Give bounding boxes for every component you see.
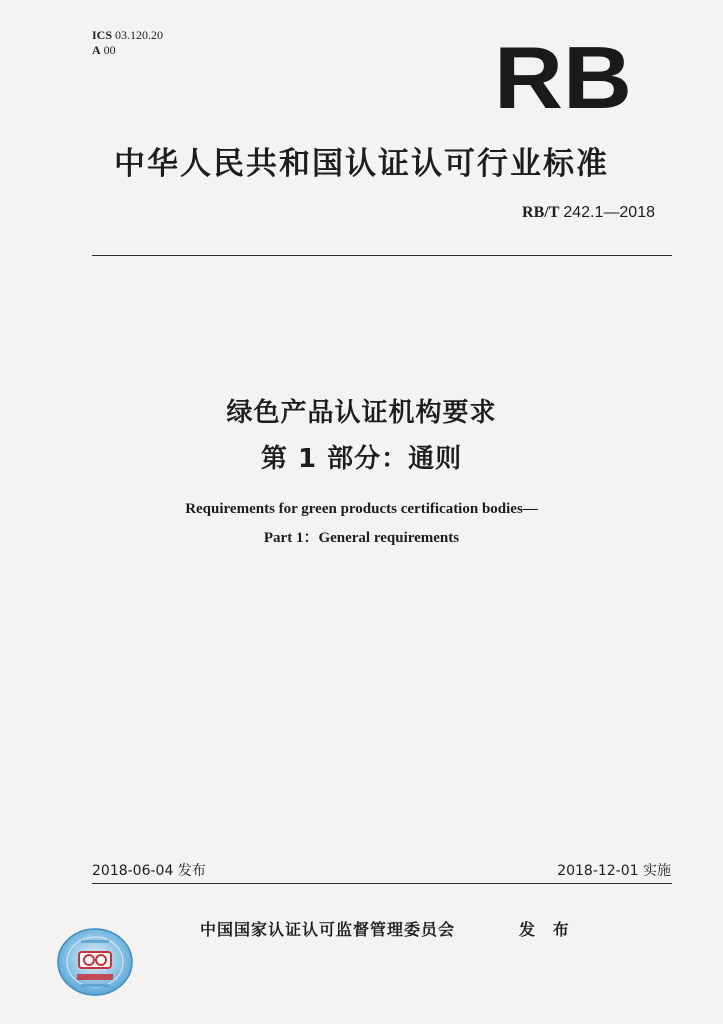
organization-title: 中华人民共和国认证认可行业标准 (114, 146, 609, 182)
standard-number (522, 204, 655, 222)
anti-counterfeit-seal-icon (55, 926, 135, 998)
ics-code: 03.120.20 (115, 28, 164, 42)
implementation-date: 2018-12-01 实施 (557, 863, 671, 879)
rb-logo (493, 42, 633, 114)
class-line: A 00 (92, 43, 116, 57)
title-chinese-line2: 第 1 部分：通则 (260, 444, 463, 474)
title-chinese-line1: 绿色产品认证机构要求 (226, 398, 497, 428)
bottom-divider (92, 883, 672, 884)
publisher-name: 中国国家认证认可监督管理委员会 (200, 920, 456, 939)
standard-prefix: RB/T (522, 204, 560, 221)
ics-line: ICS 03.120.20 (92, 28, 164, 42)
rb-logo-text: RB (494, 42, 632, 114)
classification-codes (92, 28, 163, 58)
title-english-line1: Requirements for green products certification bodies— (185, 501, 538, 517)
standard-code: 242.1—2018 (563, 204, 655, 221)
issue-date: 2018-06-04 发布 (92, 863, 206, 879)
top-divider (92, 255, 672, 256)
class-code: 00 (103, 43, 116, 57)
title-english-line2: Part 1：General requirements (263, 530, 460, 546)
publish-label: 发 布 (519, 920, 575, 939)
